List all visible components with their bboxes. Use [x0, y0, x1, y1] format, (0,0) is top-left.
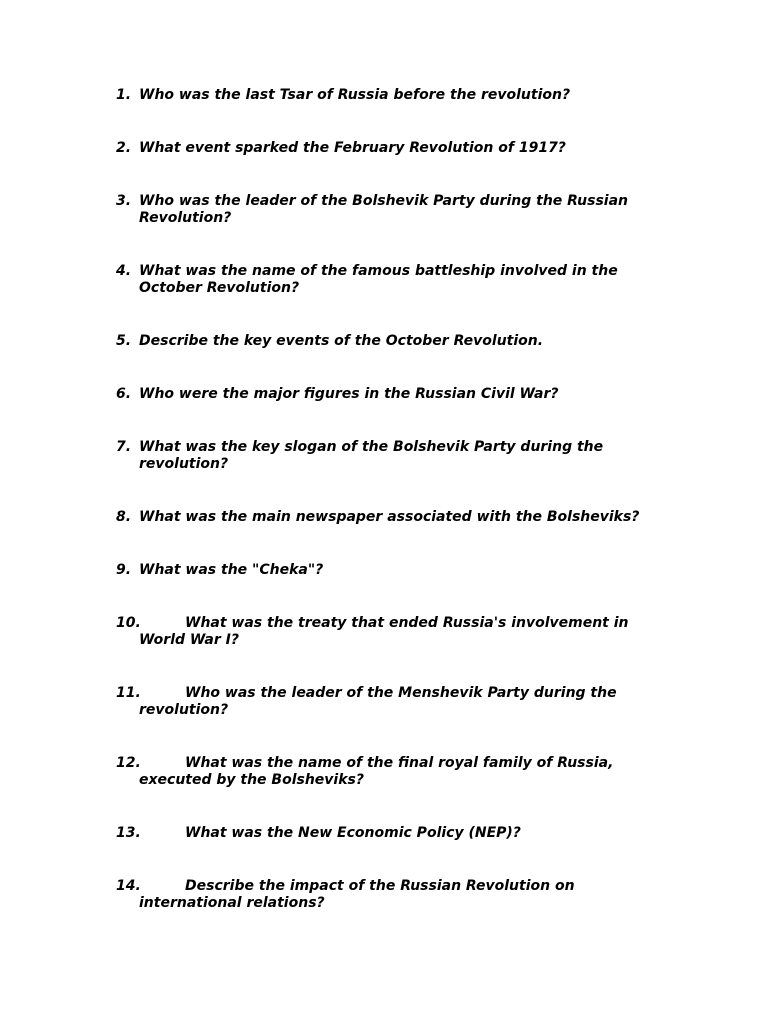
question-item [116, 878, 676, 912]
question-number: 1. [116, 87, 132, 103]
question-text: What was the name of the famous battleship involved in the October Revolution? [139, 263, 618, 296]
question-item [116, 825, 676, 842]
question-number: 5. [116, 333, 132, 349]
question-text: What was the "Cheka"? [139, 562, 324, 578]
question-text: What was the name of the final royal family of Russia, executed by the Bolsheviks? [139, 755, 614, 788]
question-text: Who were the major figures in the Russian Civil War? [139, 386, 559, 402]
question-number: 3. [116, 193, 132, 209]
question-item [116, 509, 676, 526]
question-text: Describe the key events of the October Revolution. [139, 333, 544, 349]
question-item [116, 140, 676, 157]
question-text: What event sparked the February Revolution of 1917? [139, 140, 566, 156]
question-text: What was the key slogan of the Bolshevik Party during the revolution? [139, 439, 604, 472]
question-item [116, 333, 676, 350]
question-item [116, 87, 676, 104]
question-text: Who was the leader of the Bolshevik Party during the Russian Revolution? [139, 193, 629, 226]
question-number: 7. [116, 439, 132, 455]
question-item [116, 263, 676, 297]
question-number: 8. [116, 509, 132, 525]
question-item [116, 193, 676, 227]
question-text: What was the main newspaper associated with the Bolsheviks? [139, 509, 640, 525]
question-number: 10. [116, 615, 141, 631]
question-number: 6. [116, 386, 132, 402]
question-text: Describe the impact of the Russian Revolution on international relations? [139, 878, 575, 911]
question-text: What was the New Economic Policy (NEP)? [185, 825, 521, 841]
question-item [116, 615, 676, 649]
question-item [116, 439, 676, 473]
question-text: Who was the leader of the Menshevik Party during the revolution? [139, 685, 617, 718]
question-number: 4. [116, 263, 132, 279]
question-list [116, 87, 676, 948]
question-item [116, 562, 676, 579]
question-item [116, 685, 676, 719]
question-number: 13. [116, 825, 141, 841]
question-item [116, 755, 676, 789]
question-text: What was the treaty that ended Russia's involvement in World War I? [139, 615, 629, 648]
question-number: 12. [116, 755, 141, 771]
question-text: Who was the last Tsar of Russia before the revolution? [139, 87, 571, 103]
question-number: 2. [116, 140, 132, 156]
question-number: 14. [116, 878, 141, 894]
question-item [116, 386, 676, 403]
question-number: 9. [116, 562, 132, 578]
question-number: 11. [116, 685, 141, 701]
